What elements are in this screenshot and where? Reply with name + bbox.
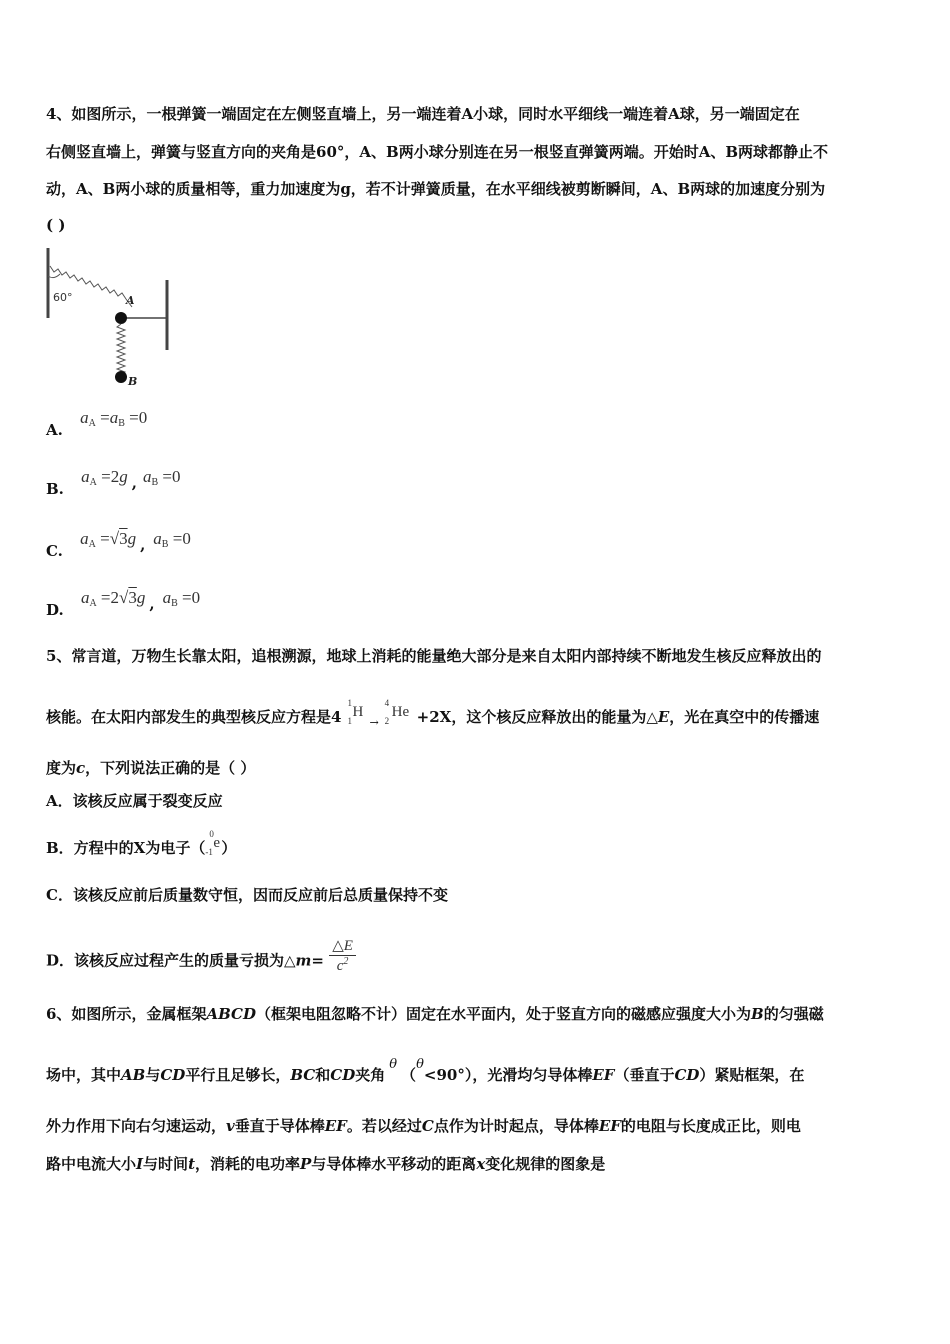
q5-line3: 度为c，下列说法正确的是（ ）	[46, 759, 256, 777]
option-d-formula: $a_A =2√3g$	[80, 588, 146, 609]
q5-option-d[interactable]: D．该核反应过程产生的质量亏损为△m= $\frac{\triangle E}{c^2}$	[46, 942, 356, 981]
q4-figure	[40, 246, 175, 391]
option-label: A.	[46, 421, 63, 439]
q4-option-b[interactable]: B. $a_A =2g$ , $a_B =0$	[46, 467, 181, 498]
q5-option-b[interactable]: B．方程中的X为电子（ 0 -1 e）	[46, 829, 237, 857]
ball-b	[115, 371, 127, 383]
q4-option-c[interactable]: C. $a_A =√3g$ , $a_B =0$	[46, 529, 191, 560]
option-c-formula: $a_A =√3g$	[80, 529, 137, 550]
q6-line4: 路中电流大小I与时间t，消耗的电功率P与导体棒水平移动的距离x变化规律的图象是	[46, 1155, 606, 1173]
option-a-formula: $a_A =a_B =0$	[80, 408, 148, 429]
q4-line2: 右侧竖直墙上，弹簧与竖直方向的夹角是60°，A、B两小球分别连在另一根竖直弹簧两端。开始时A、B两球都静止不	[46, 143, 829, 161]
q6-line1: 6、如图所示，金属框架ABCD（框架电阻忽略不计）固定在水平面内，处于竖直方向的磁感应强度大小为B的匀强磁	[46, 1005, 824, 1023]
option-b-formula: $a_A =2g$	[81, 467, 128, 488]
option-label: C.	[46, 542, 63, 560]
angle-arc	[48, 274, 60, 278]
helium-nuclide: 4 2 He	[384, 698, 410, 726]
q5-line2: 核能。在太阳内部发生的典型核反应方程是4 1 1 $H_\to$ 4 2 He +2X，这个核反应释放出的能量为△E，光在真空中的传播速	[46, 698, 820, 729]
electron-nuclide: 0 -1 e	[205, 829, 220, 857]
q6-line2: 场中，其中AB与CD平行且足够长，BC和CD夹角θ（θ<90°），光滑均匀导体棒EF（垂直于CD）紧贴框架，在	[46, 1057, 805, 1084]
q5-option-c[interactable]: C．该核反应前后质量数守恒，因而反应前后总质量保持不变	[46, 886, 448, 904]
mass-defect-fraction: $\frac{\triangle E}{c^2}$	[329, 936, 356, 975]
ball-b-label: B	[128, 375, 138, 388]
option-label: D.	[46, 601, 64, 619]
ball-a-label: A	[126, 294, 135, 307]
hydrogen-nuclide: 1 1 H	[347, 698, 364, 726]
q5-line1: 5、常言道，万物生长靠太阳，追根溯源，地球上消耗的能量绝大部分是来自太阳内部持续不断地发生核反应释放出的	[46, 647, 822, 665]
q4-option-a[interactable]	[46, 408, 148, 439]
q4-option-d[interactable]: D. $a_A =2√3g$ , $a_B =0$	[46, 588, 201, 619]
q4-line1: 4、如图所示，一根弹簧一端固定在左侧竖直墙上，另一端连着A小球，同时水平细线一端连着A球，另一端固定在	[46, 105, 800, 123]
vertical-spring	[117, 324, 125, 376]
ball-a	[115, 312, 127, 324]
angle-label: 60°	[53, 291, 73, 304]
q5-option-a[interactable]: A．该核反应属于裂变反应	[46, 792, 223, 810]
q4-line3: 动，A、B两小球的质量相等，重力加速度为g，若不计弹簧质量，在水平细线被剪断瞬间，A、B两球的加速度分别为	[46, 180, 826, 198]
q4-line4: ( )	[46, 216, 66, 234]
option-label: B.	[46, 480, 64, 498]
q6-line3: 外力作用下向右匀速运动，v垂直于导体棒EF。若以经过C点作为计时起点，导体棒EF的电阻与长度成正比，则电	[46, 1117, 801, 1135]
